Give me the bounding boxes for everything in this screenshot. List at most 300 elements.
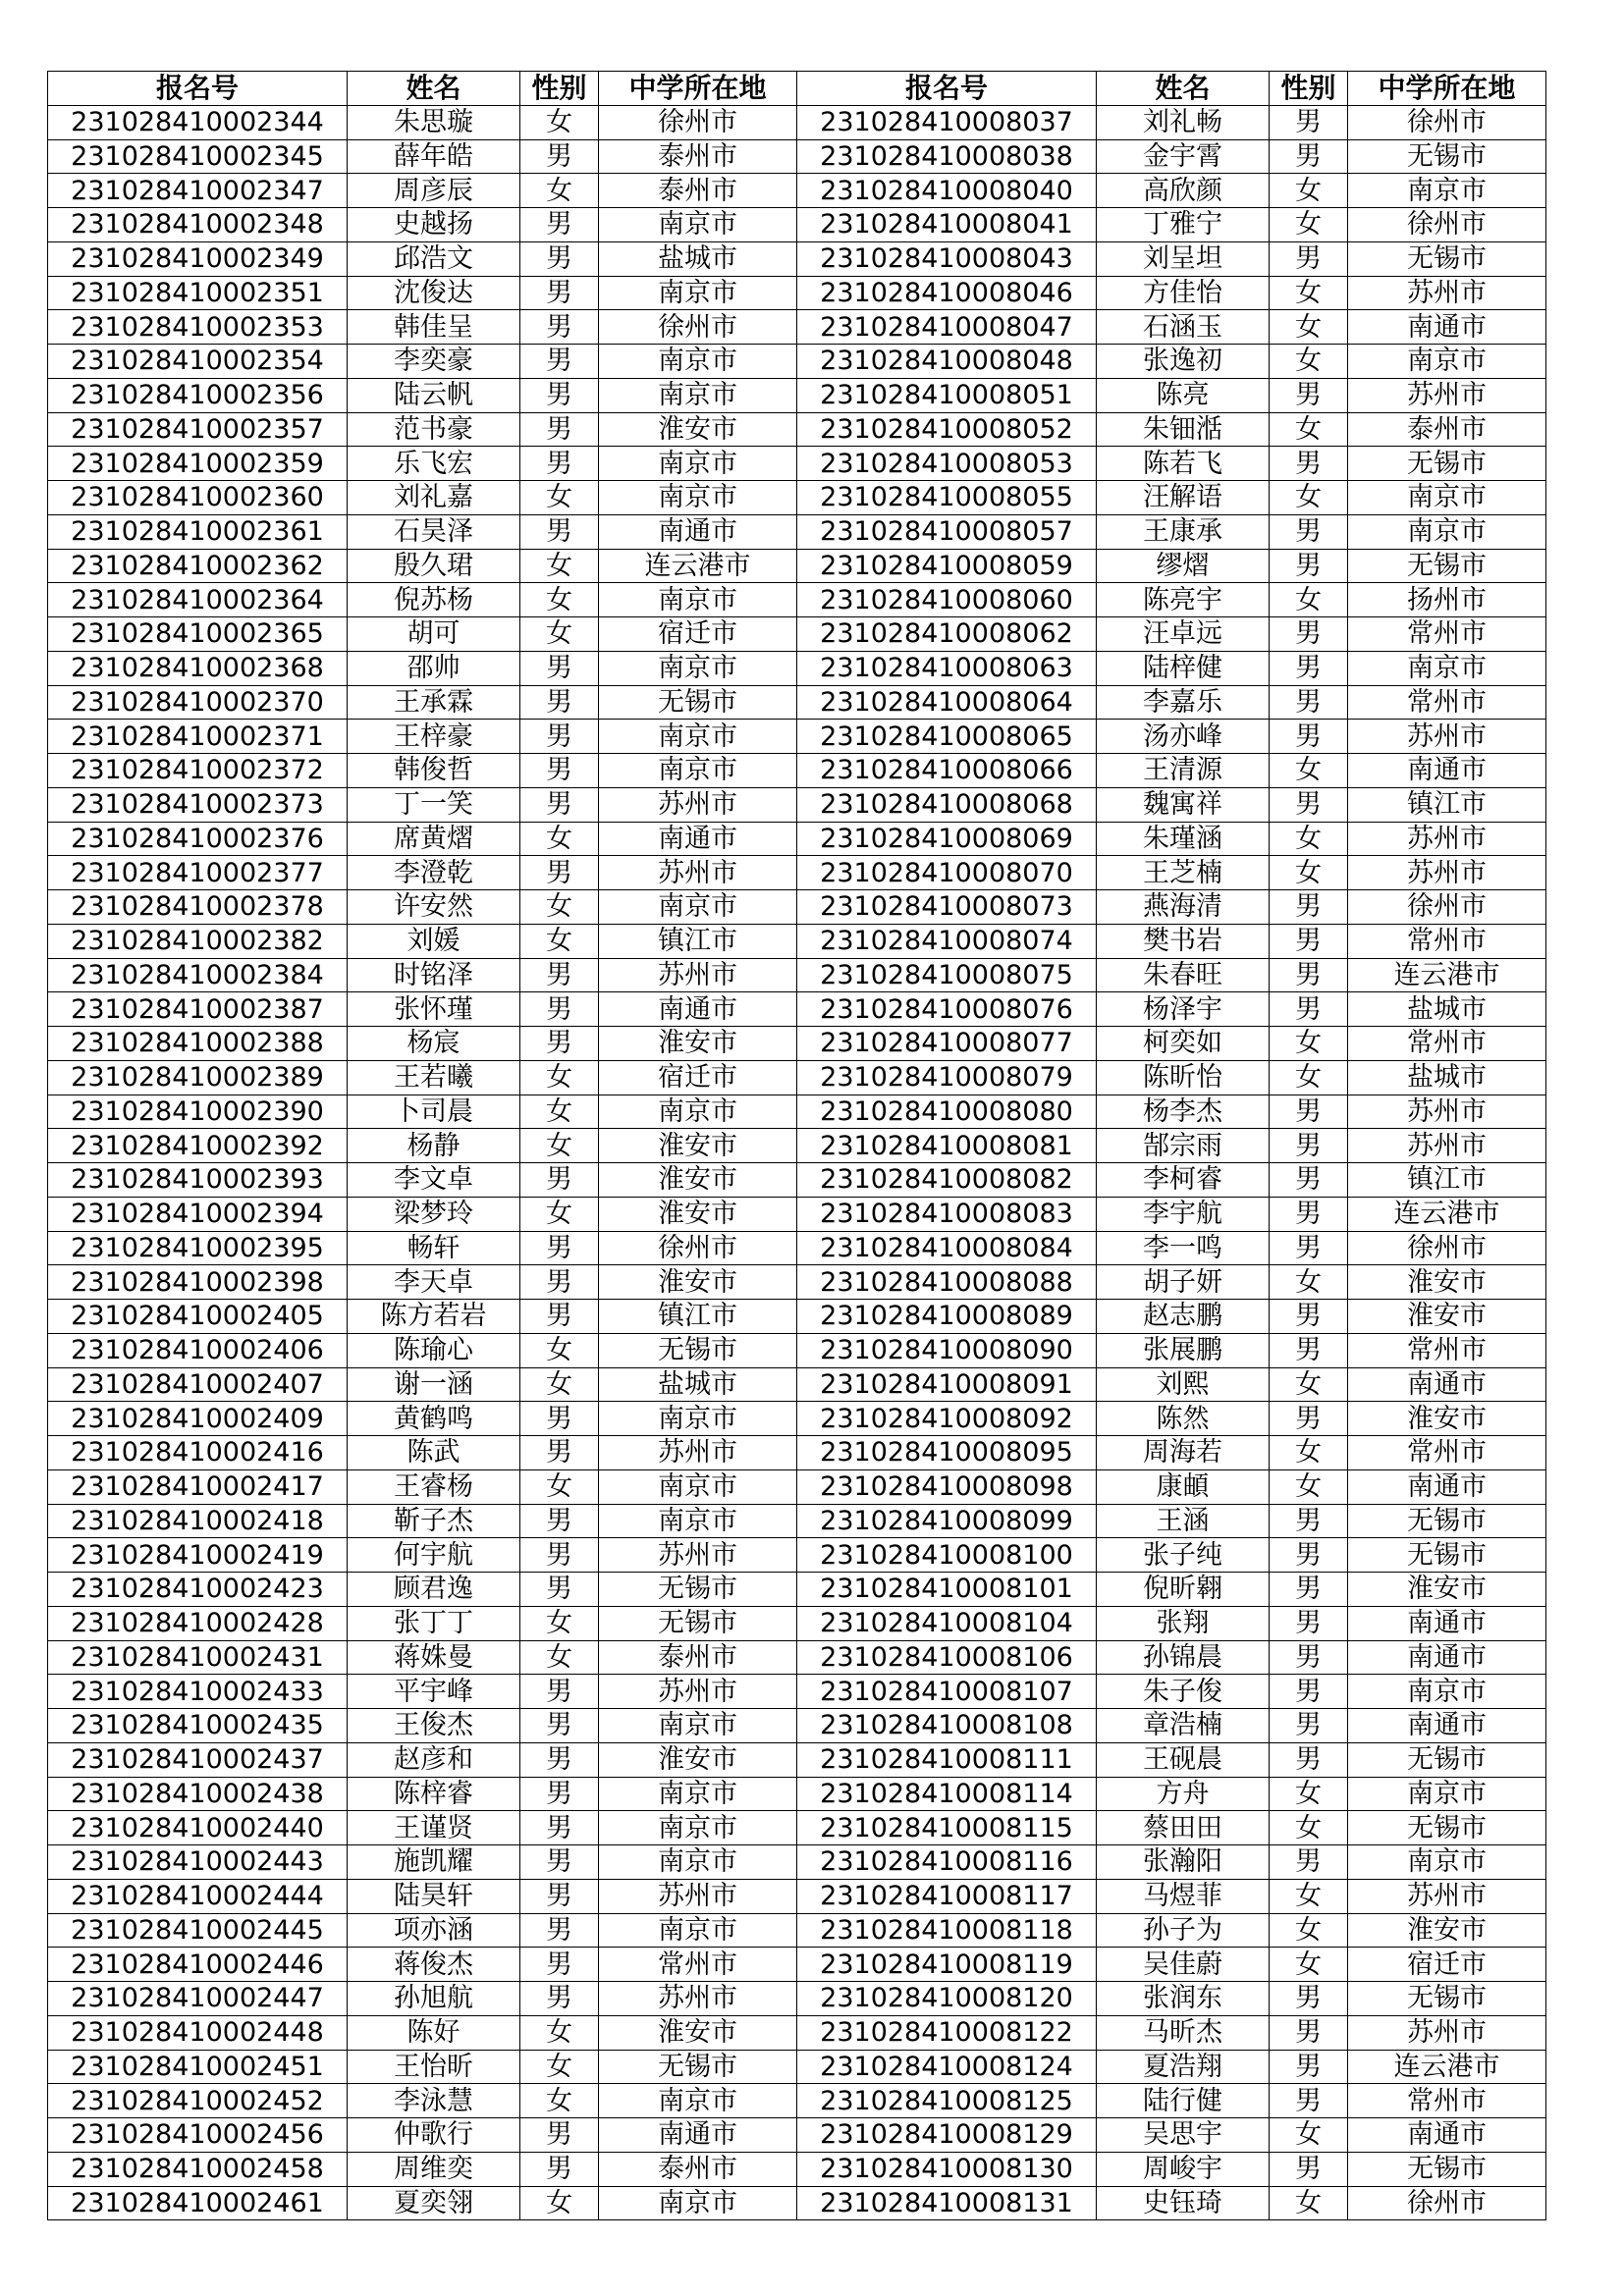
reg-no-cell: 231028410008047 (797, 310, 1097, 345)
table-row (48, 1402, 1546, 1436)
name-cell: 康頔 (1097, 1469, 1270, 1504)
gender-cell: 男 (520, 651, 599, 685)
name-cell: 施凯耀 (348, 1845, 520, 1880)
gender-cell: 男 (520, 139, 599, 174)
name-cell: 汪解语 (1097, 481, 1270, 515)
school-location-cell: 南通市 (599, 822, 797, 856)
gender-cell: 女 (1270, 1811, 1348, 1845)
school-location-cell: 常州市 (599, 1948, 797, 1982)
school-location-cell: 无锡市 (1348, 1742, 1546, 1777)
name-cell: 李澄乾 (348, 856, 520, 890)
gender-cell: 女 (520, 174, 599, 208)
school-location-cell: 宿迁市 (1348, 1948, 1546, 1982)
reg-no-cell: 231028410002370 (48, 685, 348, 720)
gender-cell: 男 (1270, 617, 1348, 652)
header-cell-reg-no: 报名号 (48, 72, 348, 106)
school-location-cell: 苏州市 (1348, 1095, 1546, 1129)
table-row (48, 481, 1546, 515)
school-location-cell: 无锡市 (1348, 1538, 1546, 1573)
gender-cell: 男 (1270, 1606, 1348, 1640)
reg-no-cell: 231028410008066 (797, 754, 1097, 788)
name-cell: 孙锦晨 (1097, 1640, 1270, 1675)
gender-cell: 男 (1270, 2084, 1348, 2118)
school-location-cell: 南京市 (1348, 174, 1546, 208)
gender-cell: 女 (1270, 1469, 1348, 1504)
table-row (48, 549, 1546, 583)
name-cell: 李文卓 (348, 1163, 520, 1198)
name-cell: 周海若 (1097, 1436, 1270, 1470)
reg-no-cell: 231028410008090 (797, 1333, 1097, 1367)
reg-no-cell: 231028410002405 (48, 1300, 348, 1334)
gender-cell: 男 (1270, 1300, 1348, 1334)
school-location-cell: 南京市 (1348, 481, 1546, 515)
name-cell: 朱钿湉 (1097, 412, 1270, 447)
reg-no-cell: 231028410002351 (48, 276, 348, 310)
school-location-cell: 盐城市 (599, 1367, 797, 1402)
name-cell: 刘礼畅 (1097, 105, 1270, 139)
table-row (48, 345, 1546, 379)
name-cell: 王清源 (1097, 754, 1270, 788)
gender-cell: 男 (520, 754, 599, 788)
reg-no-cell: 231028410002349 (48, 241, 348, 276)
school-location-cell: 徐州市 (1348, 208, 1546, 242)
gender-cell: 男 (1270, 2152, 1348, 2186)
name-cell: 杨宸 (348, 1027, 520, 1061)
gender-cell: 男 (520, 992, 599, 1027)
table-row (48, 1129, 1546, 1163)
name-cell: 李泳慧 (348, 2084, 520, 2118)
reg-no-cell: 231028410002440 (48, 1811, 348, 1845)
reg-no-cell: 231028410008073 (797, 890, 1097, 925)
school-location-cell: 淮安市 (1348, 1300, 1546, 1334)
name-cell: 蔡田田 (1097, 1811, 1270, 1845)
table-row (48, 1163, 1546, 1198)
name-cell: 项亦涵 (348, 1913, 520, 1948)
name-cell: 陆云帆 (348, 378, 520, 412)
reg-no-cell: 231028410002461 (48, 2186, 348, 2220)
reg-no-cell: 231028410002445 (48, 1913, 348, 1948)
gender-cell: 男 (1270, 2050, 1348, 2084)
gender-cell: 男 (1270, 992, 1348, 1027)
name-cell: 燕海清 (1097, 890, 1270, 925)
school-location-cell: 连云港市 (599, 549, 797, 583)
table-row (48, 1845, 1546, 1880)
table-row (48, 1982, 1546, 2016)
gender-cell: 男 (1270, 1742, 1348, 1777)
gender-cell: 女 (1270, 2186, 1348, 2220)
table-row (48, 890, 1546, 925)
gender-cell: 男 (520, 1982, 599, 2016)
gender-cell: 男 (520, 787, 599, 822)
gender-cell: 女 (1270, 1879, 1348, 1913)
name-cell: 范书豪 (348, 412, 520, 447)
name-cell: 樊书岩 (1097, 924, 1270, 958)
school-location-cell: 淮安市 (599, 1742, 797, 1777)
school-location-cell: 南京市 (1348, 1845, 1546, 1880)
name-cell: 仲歌行 (348, 2118, 520, 2153)
school-location-cell: 南京市 (599, 754, 797, 788)
name-cell: 朱春旺 (1097, 958, 1270, 992)
reg-no-cell: 231028410002456 (48, 2118, 348, 2153)
gender-cell: 女 (1270, 276, 1348, 310)
table-row (48, 139, 1546, 174)
gender-cell: 女 (1270, 208, 1348, 242)
school-location-cell: 南通市 (599, 2118, 797, 2153)
table-row (48, 583, 1546, 617)
table-row (48, 447, 1546, 481)
table-row (48, 105, 1546, 139)
reg-no-cell: 231028410008048 (797, 345, 1097, 379)
table-row (48, 378, 1546, 412)
reg-no-cell: 231028410008117 (797, 1879, 1097, 1913)
reg-no-cell: 231028410008068 (797, 787, 1097, 822)
table-row (48, 992, 1546, 1027)
school-location-cell: 常州市 (1348, 1027, 1546, 1061)
gender-cell: 男 (1270, 1163, 1348, 1198)
reg-no-cell: 231028410002372 (48, 754, 348, 788)
school-location-cell: 苏州市 (599, 1982, 797, 2016)
name-cell: 李嘉乐 (1097, 685, 1270, 720)
school-location-cell: 无锡市 (599, 1333, 797, 1367)
header-cell-reg-no: 报名号 (797, 72, 1097, 106)
header-cell-gender: 性别 (520, 72, 599, 106)
gender-cell: 男 (1270, 549, 1348, 583)
name-cell: 殷久珺 (348, 549, 520, 583)
gender-cell: 男 (520, 310, 599, 345)
school-location-cell: 淮安市 (599, 1197, 797, 1231)
name-cell: 史钰琦 (1097, 2186, 1270, 2220)
reg-no-cell: 231028410008130 (797, 2152, 1097, 2186)
gender-cell: 女 (520, 2050, 599, 2084)
table-row (48, 1300, 1546, 1334)
school-location-cell: 南京市 (599, 1709, 797, 1743)
gender-cell: 男 (1270, 1709, 1348, 1743)
reg-no-cell: 231028410008084 (797, 1231, 1097, 1265)
reg-no-cell: 231028410008104 (797, 1606, 1097, 1640)
table-row (48, 1948, 1546, 1982)
name-cell: 张瀚阳 (1097, 1845, 1270, 1880)
gender-cell: 女 (1270, 2118, 1348, 2153)
name-cell: 陈梓睿 (348, 1777, 520, 1811)
reg-no-cell: 231028410008107 (797, 1675, 1097, 1709)
reg-no-cell: 231028410002389 (48, 1060, 348, 1095)
gender-cell: 女 (520, 890, 599, 925)
name-cell: 沈俊达 (348, 276, 520, 310)
reg-no-cell: 231028410008124 (797, 2050, 1097, 2084)
reg-no-cell: 231028410002356 (48, 378, 348, 412)
reg-no-cell: 231028410008091 (797, 1367, 1097, 1402)
reg-no-cell: 231028410008125 (797, 2084, 1097, 2118)
name-cell: 倪苏杨 (348, 583, 520, 617)
reg-no-cell: 231028410008111 (797, 1742, 1097, 1777)
name-cell: 许安然 (348, 890, 520, 925)
school-location-cell: 南京市 (599, 1095, 797, 1129)
name-cell: 胡子妍 (1097, 1265, 1270, 1300)
school-location-cell: 南通市 (1348, 1640, 1546, 1675)
gender-cell: 男 (520, 1845, 599, 1880)
school-location-cell: 苏州市 (1348, 720, 1546, 754)
reg-no-cell: 231028410002361 (48, 514, 348, 549)
gender-cell: 男 (1270, 685, 1348, 720)
gender-cell: 男 (1270, 1129, 1348, 1163)
reg-no-cell: 231028410002435 (48, 1709, 348, 1743)
gender-cell: 男 (1270, 241, 1348, 276)
reg-no-cell: 231028410008062 (797, 617, 1097, 652)
name-cell: 邱浩文 (348, 241, 520, 276)
name-cell: 赵彦和 (348, 1742, 520, 1777)
reg-no-cell: 231028410002377 (48, 856, 348, 890)
name-cell: 王承霖 (348, 685, 520, 720)
school-location-cell: 徐州市 (1348, 1231, 1546, 1265)
gender-cell: 男 (1270, 2015, 1348, 2050)
reg-no-cell: 231028410002387 (48, 992, 348, 1027)
gender-cell: 女 (1270, 1948, 1348, 1982)
reg-no-cell: 231028410002416 (48, 1436, 348, 1470)
header-cell-school-location: 中学所在地 (599, 72, 797, 106)
name-cell: 邵帅 (348, 651, 520, 685)
reg-no-cell: 231028410002394 (48, 1197, 348, 1231)
gender-cell: 女 (520, 2084, 599, 2118)
gender-cell: 男 (520, 1948, 599, 1982)
reg-no-cell: 231028410008095 (797, 1436, 1097, 1470)
gender-cell: 女 (1270, 412, 1348, 447)
reg-no-cell: 231028410002431 (48, 1640, 348, 1675)
table-row (48, 276, 1546, 310)
table-row (48, 1197, 1546, 1231)
table-row (48, 787, 1546, 822)
school-location-cell: 徐州市 (599, 105, 797, 139)
name-cell: 周彦辰 (348, 174, 520, 208)
table-row (48, 1504, 1546, 1538)
name-cell: 陈方若岩 (348, 1300, 520, 1334)
name-cell: 梁梦玲 (348, 1197, 520, 1231)
school-location-cell: 苏州市 (599, 1538, 797, 1573)
school-location-cell: 苏州市 (599, 787, 797, 822)
school-location-cell: 徐州市 (1348, 2186, 1546, 2220)
reg-no-cell: 231028410008075 (797, 958, 1097, 992)
school-location-cell: 镇江市 (599, 1300, 797, 1334)
reg-no-cell: 231028410008070 (797, 856, 1097, 890)
table-row (48, 2186, 1546, 2220)
gender-cell: 女 (520, 1197, 599, 1231)
name-cell: 顾君逸 (348, 1573, 520, 1607)
table-row (48, 310, 1546, 345)
gender-cell: 男 (1270, 787, 1348, 822)
name-cell: 张润东 (1097, 1982, 1270, 2016)
table-row (48, 1469, 1546, 1504)
name-cell: 韩俊哲 (348, 754, 520, 788)
gender-cell: 女 (1270, 1060, 1348, 1095)
gender-cell: 男 (520, 1300, 599, 1334)
table-row (48, 1095, 1546, 1129)
name-cell: 乐飞宏 (348, 447, 520, 481)
name-cell: 陈好 (348, 2015, 520, 2050)
reg-no-cell: 231028410008083 (797, 1197, 1097, 1231)
reg-no-cell: 231028410002376 (48, 822, 348, 856)
school-location-cell: 南通市 (1348, 1606, 1546, 1640)
name-cell: 王俊杰 (348, 1709, 520, 1743)
reg-no-cell: 231028410008052 (797, 412, 1097, 447)
gender-cell: 女 (520, 549, 599, 583)
gender-cell: 男 (520, 1402, 599, 1436)
reg-no-cell: 231028410002388 (48, 1027, 348, 1061)
name-cell: 章浩楠 (1097, 1709, 1270, 1743)
reg-no-cell: 231028410008106 (797, 1640, 1097, 1675)
name-cell: 韩佳呈 (348, 310, 520, 345)
name-cell: 缪熠 (1097, 549, 1270, 583)
school-location-cell: 南京市 (1348, 1777, 1546, 1811)
school-location-cell: 苏州市 (599, 856, 797, 890)
school-location-cell: 连云港市 (1348, 958, 1546, 992)
school-location-cell: 泰州市 (599, 1640, 797, 1675)
name-cell: 周峻宇 (1097, 2152, 1270, 2186)
school-location-cell: 苏州市 (599, 1879, 797, 1913)
name-cell: 柯奕如 (1097, 1027, 1270, 1061)
name-cell: 魏寓祥 (1097, 787, 1270, 822)
gender-cell: 女 (1270, 481, 1348, 515)
reg-no-cell: 231028410008041 (797, 208, 1097, 242)
school-location-cell: 南京市 (599, 481, 797, 515)
name-cell: 李宇航 (1097, 1197, 1270, 1231)
table-row (48, 958, 1546, 992)
table-row (48, 720, 1546, 754)
school-location-cell: 南京市 (599, 1777, 797, 1811)
school-location-cell: 南京市 (1348, 1675, 1546, 1709)
table-body (48, 105, 1546, 2220)
school-location-cell: 南通市 (599, 514, 797, 549)
reg-no-cell: 231028410008129 (797, 2118, 1097, 2153)
school-location-cell: 南京市 (599, 651, 797, 685)
gender-cell: 女 (1270, 1027, 1348, 1061)
reg-no-cell: 231028410002428 (48, 1606, 348, 1640)
gender-cell: 女 (1270, 583, 1348, 617)
table-row (48, 1675, 1546, 1709)
school-location-cell: 盐城市 (1348, 992, 1546, 1027)
gender-cell: 男 (520, 685, 599, 720)
name-cell: 陈亮宇 (1097, 583, 1270, 617)
reg-no-cell: 231028410002353 (48, 310, 348, 345)
gender-cell: 男 (1270, 378, 1348, 412)
school-location-cell: 南京市 (1348, 651, 1546, 685)
table-row (48, 1436, 1546, 1470)
school-location-cell: 苏州市 (1348, 822, 1546, 856)
gender-cell: 男 (520, 1709, 599, 1743)
school-location-cell: 无锡市 (1348, 447, 1546, 481)
name-cell: 孙旭航 (348, 1982, 520, 2016)
school-location-cell: 淮安市 (599, 1129, 797, 1163)
gender-cell: 女 (520, 2015, 599, 2050)
name-cell: 史越扬 (348, 208, 520, 242)
school-location-cell: 南京市 (1348, 514, 1546, 549)
name-cell: 周维奕 (348, 2152, 520, 2186)
reg-no-cell: 231028410002357 (48, 412, 348, 447)
gender-cell: 男 (1270, 139, 1348, 174)
reg-no-cell: 231028410002378 (48, 890, 348, 925)
school-location-cell: 宿迁市 (599, 617, 797, 652)
name-cell: 靳子杰 (348, 1504, 520, 1538)
table-row (48, 924, 1546, 958)
name-cell: 陆昊轩 (348, 1879, 520, 1913)
gender-cell: 女 (520, 617, 599, 652)
school-location-cell: 淮安市 (599, 2015, 797, 2050)
name-cell: 郜宗雨 (1097, 1129, 1270, 1163)
school-location-cell: 无锡市 (1348, 139, 1546, 174)
reg-no-cell: 231028410002390 (48, 1095, 348, 1129)
school-location-cell: 南通市 (1348, 754, 1546, 788)
school-location-cell: 连云港市 (1348, 1197, 1546, 1231)
name-cell: 高欣颜 (1097, 174, 1270, 208)
reg-no-cell: 231028410008089 (797, 1300, 1097, 1334)
table-row (48, 1879, 1546, 1913)
reg-no-cell: 231028410008063 (797, 651, 1097, 685)
school-location-cell: 苏州市 (1348, 1129, 1546, 1163)
reg-no-cell: 231028410008115 (797, 1811, 1097, 1845)
gender-cell: 女 (1270, 856, 1348, 890)
school-location-cell: 常州市 (1348, 617, 1546, 652)
name-cell: 陆梓健 (1097, 651, 1270, 685)
gender-cell: 男 (520, 1163, 599, 1198)
name-cell: 朱子俊 (1097, 1675, 1270, 1709)
table-row (48, 174, 1546, 208)
reg-no-cell: 231028410002344 (48, 105, 348, 139)
school-location-cell: 南通市 (1348, 1367, 1546, 1402)
name-cell: 李天卓 (348, 1265, 520, 1300)
table-row (48, 241, 1546, 276)
school-location-cell: 南京市 (599, 1402, 797, 1436)
school-location-cell: 淮安市 (1348, 1913, 1546, 1948)
gender-cell: 男 (520, 1913, 599, 1948)
gender-cell: 男 (520, 1573, 599, 1607)
reg-no-cell: 231028410002371 (48, 720, 348, 754)
school-location-cell: 南京市 (599, 1913, 797, 1948)
gender-cell: 男 (1270, 1640, 1348, 1675)
reg-no-cell: 231028410002348 (48, 208, 348, 242)
school-location-cell: 南通市 (599, 992, 797, 1027)
reg-no-cell: 231028410002395 (48, 1231, 348, 1265)
name-cell: 石涵玉 (1097, 310, 1270, 345)
school-location-cell: 淮安市 (599, 412, 797, 447)
name-cell: 汪卓远 (1097, 617, 1270, 652)
gender-cell: 男 (520, 1265, 599, 1300)
school-location-cell: 南京市 (599, 208, 797, 242)
gender-cell: 男 (520, 1675, 599, 1709)
gender-cell: 男 (1270, 1504, 1348, 1538)
reg-no-cell: 231028410002364 (48, 583, 348, 617)
name-cell: 谢一涵 (348, 1367, 520, 1402)
gender-cell: 男 (520, 1538, 599, 1573)
reg-no-cell: 231028410008064 (797, 685, 1097, 720)
school-location-cell: 苏州市 (599, 1675, 797, 1709)
school-location-cell: 南京市 (599, 583, 797, 617)
name-cell: 李柯睿 (1097, 1163, 1270, 1198)
school-location-cell: 泰州市 (1348, 412, 1546, 447)
school-location-cell: 镇江市 (1348, 787, 1546, 822)
reg-no-cell: 231028410008040 (797, 174, 1097, 208)
reg-no-cell: 231028410008101 (797, 1573, 1097, 1607)
school-location-cell: 南通市 (1348, 1709, 1546, 1743)
school-location-cell: 泰州市 (599, 139, 797, 174)
reg-no-cell: 231028410008082 (797, 1163, 1097, 1198)
gender-cell: 女 (1270, 174, 1348, 208)
gender-cell: 男 (520, 1504, 599, 1538)
school-location-cell: 南京市 (599, 345, 797, 379)
name-cell: 刘媛 (348, 924, 520, 958)
name-cell: 汤亦峰 (1097, 720, 1270, 754)
reg-no-cell: 231028410008037 (797, 105, 1097, 139)
reg-no-cell: 231028410002451 (48, 2050, 348, 2084)
gender-cell: 女 (1270, 1913, 1348, 1948)
table-row (48, 1538, 1546, 1573)
